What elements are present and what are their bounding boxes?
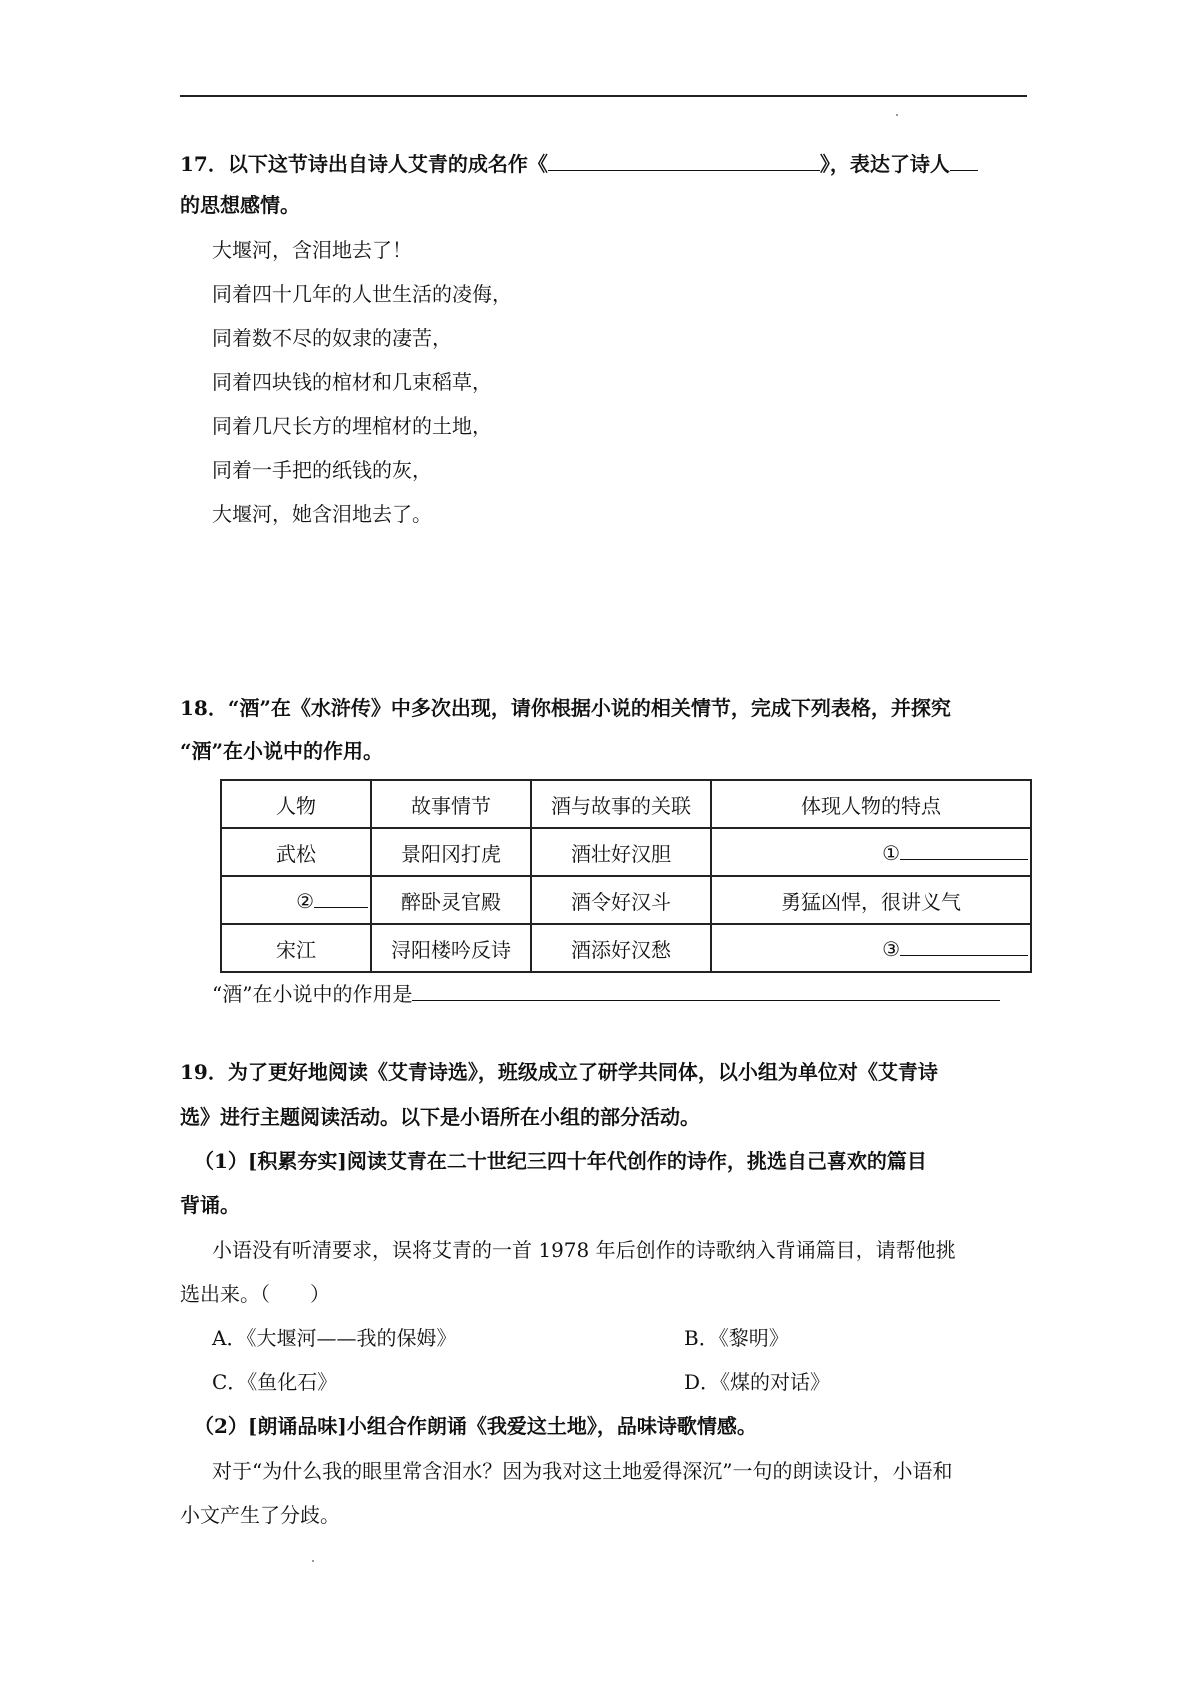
speck: [312, 1560, 314, 1562]
q18-stem-line1: 18．“酒”在《水浒传》中多次出现，请你根据小说的相关情节，完成下列表格，并探究: [180, 696, 951, 720]
option-c[interactable]: C．《鱼化石》: [212, 1370, 338, 1394]
q18-stem-line2: “酒”在小说中的作用。: [180, 739, 384, 763]
q19-sub1-line1: （1）[积累夯实]阅读艾青在二十世纪三四十年代创作的诗作，挑选自己喜欢的篇目: [194, 1149, 927, 1173]
option-b[interactable]: B．《黎明》: [684, 1326, 789, 1350]
table-cell: 宋江: [221, 924, 371, 972]
q18-footer: “酒”在小说中的作用是: [212, 978, 1000, 1008]
answer-blank-1[interactable]: [900, 839, 1028, 860]
table-cell-blank: ③: [711, 924, 1031, 972]
table-header-cell: 故事情节: [371, 780, 531, 828]
poem-line: 同着一手把的纸钱的灰，: [212, 458, 432, 482]
poem-line: 同着数不尽的奴隶的凄苦，: [212, 326, 452, 350]
q19-para2-line1: 对于“为什么我的眼里常含泪水？因为我对这土地爱得深沉”一句的朗读设计，小语和: [212, 1459, 953, 1483]
table-header-cell: 体现人物的特点: [711, 780, 1031, 828]
q19-para2-line2: 小文产生了分歧。: [180, 1503, 340, 1527]
q19-stem-line2: 选》进行主题阅读活动。以下是小语所在小组的部分活动。: [180, 1105, 700, 1129]
table-row: [221, 876, 1031, 924]
answer-blank-2[interactable]: [314, 887, 368, 908]
table-cell: 醉卧灵官殿: [371, 876, 531, 924]
table-cell: 酒添好汉愁: [531, 924, 711, 972]
table-cell: 酒令好汉斗: [531, 876, 711, 924]
poem-line: 大堰河，含泪地去了！: [212, 238, 412, 262]
table-cell: 武松: [221, 828, 371, 876]
q19-sub2: （2）[朗诵品味]小组合作朗诵《我爱这土地》，品味诗歌情感。: [194, 1414, 757, 1438]
poem-line: 同着几尺长方的埋棺材的土地，: [212, 414, 492, 438]
speck: [896, 114, 898, 116]
q19-sub1-line2: 背诵。: [180, 1193, 240, 1217]
q19-stem-line1: 19．为了更好地阅读《艾青诗选》，班级成立了研学共同体，以小组为单位对《艾青诗: [180, 1060, 938, 1084]
poem-line: 同着四块钱的棺材和几束稻草，: [212, 370, 492, 394]
q17-stem-line1: 17．以下这节诗出自诗人艾青的成名作《 》，表达了诗人: [180, 148, 978, 178]
poem-line: 同着四十几年的人世生活的凌侮，: [212, 282, 512, 306]
answer-blank-role[interactable]: [412, 978, 1000, 1001]
option-a[interactable]: A．《大堰河——我的保姆》: [212, 1326, 457, 1350]
poem-line: 大堰河，她含泪地去了。: [212, 502, 432, 526]
wine-table: [220, 779, 1032, 973]
table-row: [221, 828, 1031, 876]
table-header-cell: 酒与故事的关联: [531, 780, 711, 828]
table-cell-blank: ②: [221, 876, 371, 924]
table-cell: 景阳冈打虎: [371, 828, 531, 876]
q17-emotion-blank[interactable]: [950, 148, 978, 171]
q17-title-blank[interactable]: [548, 148, 820, 171]
header-rule: [180, 95, 1027, 97]
table-header-cell: 人物: [221, 780, 371, 828]
q19-para1-line1: 小语没有听清要求，误将艾青的一首 1978 年后创作的诗歌纳入背诵篇目，请帮他挑: [212, 1238, 956, 1262]
table-row: [221, 924, 1031, 972]
answer-blank-3[interactable]: [900, 935, 1028, 956]
option-d[interactable]: D．《煤的对话》: [684, 1370, 831, 1394]
q19-para1-line2: 选出来。（ ）: [180, 1282, 330, 1306]
table-cell-blank: ①: [711, 828, 1031, 876]
table-cell: 勇猛凶悍，很讲义气: [711, 876, 1031, 924]
q17-stem-line2: 的思想感情。: [180, 193, 300, 217]
table-header-row: [221, 780, 1031, 828]
table-cell: 酒壮好汉胆: [531, 828, 711, 876]
table-cell: 浔阳楼吟反诗: [371, 924, 531, 972]
